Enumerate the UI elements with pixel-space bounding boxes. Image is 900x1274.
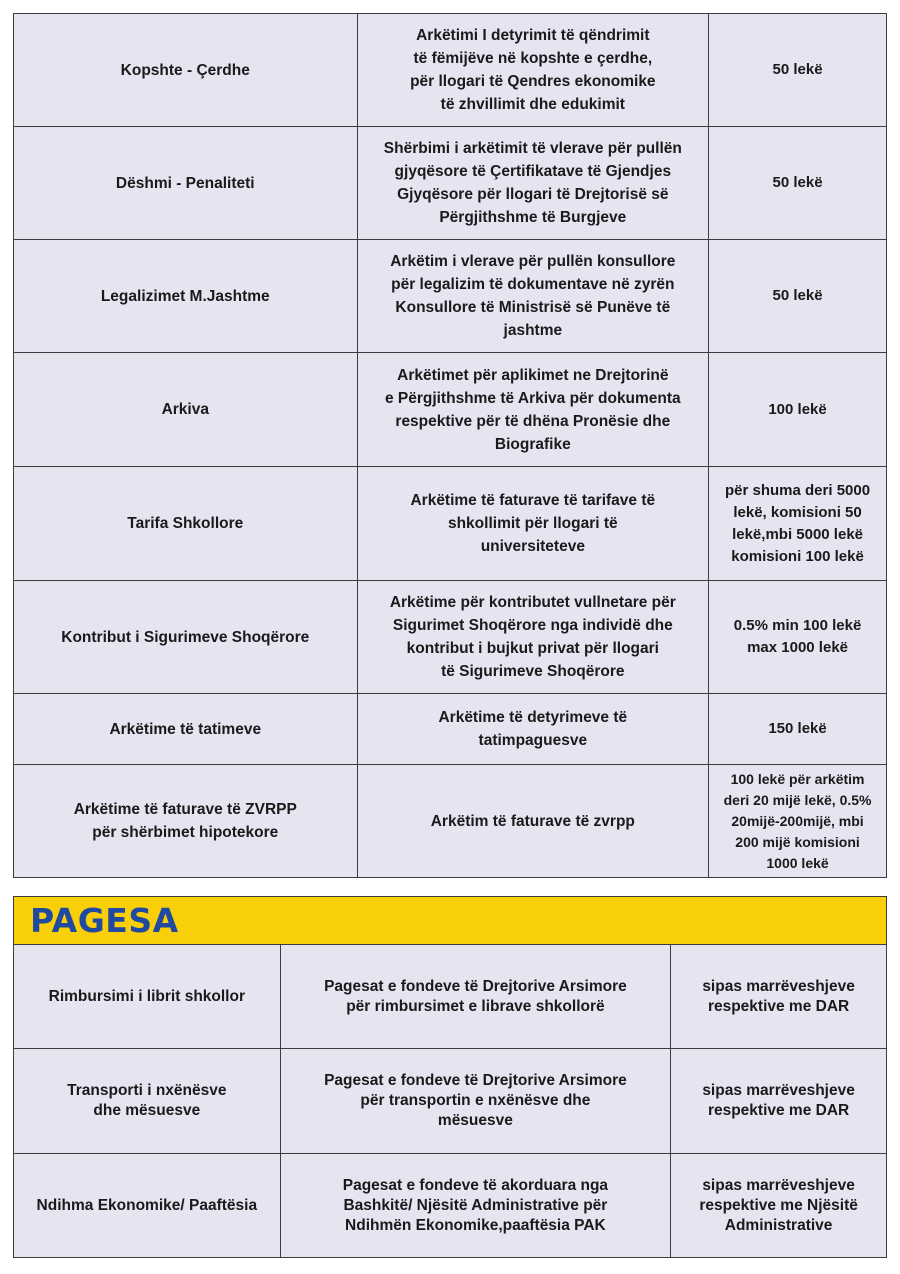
service-name: Kopshte - Çerdhe	[14, 14, 358, 127]
service-name: Kontribut i Sigurimeve Shoqërore	[14, 581, 358, 694]
service-fee: 0.5% min 100 lekë max 1000 lekë	[709, 581, 887, 694]
service-description: Arkëtim i vlerave për pullën konsullore për legalizim të dokumentave në zyrën Konsullore të Ministrisë së Punëve të jashtme	[357, 240, 709, 353]
table-row	[14, 14, 887, 127]
service-description: Arkëtim të faturave të zvrpp	[357, 765, 709, 878]
service-description: Arkëtime të detyrimeve të tatimpaguesve	[357, 694, 709, 765]
service-description: Arkëtime për kontributet vullnetare për Sigurimet Shoqërore nga individë dhe kontribut i bujkut privat për llogari të Sigurimeve Shoqërore	[357, 581, 709, 694]
service-description: Arkëtime të faturave të tarifave të shkollimit për llogari të universiteteve	[357, 467, 709, 581]
payment-description: Pagesat e fondeve të akorduara nga Bashkitë/ Njësitë Administrative për Ndihmën Ekonomike,paaftësia PAK	[280, 1154, 671, 1258]
payment-name: Transporti i nxënësve dhe mësuesve	[14, 1049, 281, 1154]
service-fee: 50 lekë	[709, 14, 887, 127]
service-fee: 50 lekë	[709, 240, 887, 353]
section-title: PAGESA	[30, 901, 179, 940]
section-header	[13, 896, 887, 944]
table-row	[14, 945, 887, 1049]
table-row	[14, 1154, 887, 1258]
services-table	[13, 13, 887, 878]
service-fee: 100 lekë për arkëtim deri 20 mijë lekë, 0.5% 20mijë-200mijë, mbi 200 mijë komisioni 1000 lekë	[709, 765, 887, 878]
table-row	[14, 1049, 887, 1154]
table-row	[14, 694, 887, 765]
service-name: Tarifa Shkollore	[14, 467, 358, 581]
service-description: Arkëtimi I detyrimit të qëndrimit të fëmijëve në kopshte e çerdhe, për llogari të Qendres ekonomike të zhvillimit dhe edukimit	[357, 14, 709, 127]
service-name: Arkëtime të tatimeve	[14, 694, 358, 765]
service-name: Arkiva	[14, 353, 358, 467]
payments-table	[13, 944, 887, 1258]
table-row	[14, 240, 887, 353]
payment-name: Rimbursimi i librit shkollor	[14, 945, 281, 1049]
payment-terms: sipas marrëveshjeve respektive me Njësitë Administrative	[671, 1154, 887, 1258]
service-description: Arkëtimet për aplikimet ne Drejtorinë e Përgjithshme të Arkiva për dokumenta respektive për të dhëna Pronësie dhe Biografike	[357, 353, 709, 467]
table-row	[14, 353, 887, 467]
service-fee: 150 lekë	[709, 694, 887, 765]
service-name: Arkëtime të faturave të ZVRPP për shërbimet hipotekore	[14, 765, 358, 878]
service-name: Legalizimet M.Jashtme	[14, 240, 358, 353]
payment-name: Ndihma Ekonomike/ Paaftësia	[14, 1154, 281, 1258]
table-row	[14, 765, 887, 878]
service-description: Shërbimi i arkëtimit të vlerave për pullën gjyqësore të Çertifikatave të Gjendjes Gjyqësore për llogari të Drejtorisë së Përgjithshme të Burgjeve	[357, 127, 709, 240]
payment-description: Pagesat e fondeve të Drejtorive Arsimore për transportin e nxënësve dhe mësuesve	[280, 1049, 671, 1154]
table-row	[14, 127, 887, 240]
payment-terms: sipas marrëveshjeve respektive me DAR	[671, 1049, 887, 1154]
table-row	[14, 467, 887, 581]
table-row	[14, 581, 887, 694]
service-fee: për shuma deri 5000 lekë, komisioni 50 lekë,mbi 5000 lekë komisioni 100 lekë	[709, 467, 887, 581]
service-name: Dëshmi - Penaliteti	[14, 127, 358, 240]
service-fee: 50 lekë	[709, 127, 887, 240]
service-fee: 100 lekë	[709, 353, 887, 467]
payment-description: Pagesat e fondeve të Drejtorive Arsimore për rimbursimet e librave shkollorë	[280, 945, 671, 1049]
payment-terms: sipas marrëveshjeve respektive me DAR	[671, 945, 887, 1049]
